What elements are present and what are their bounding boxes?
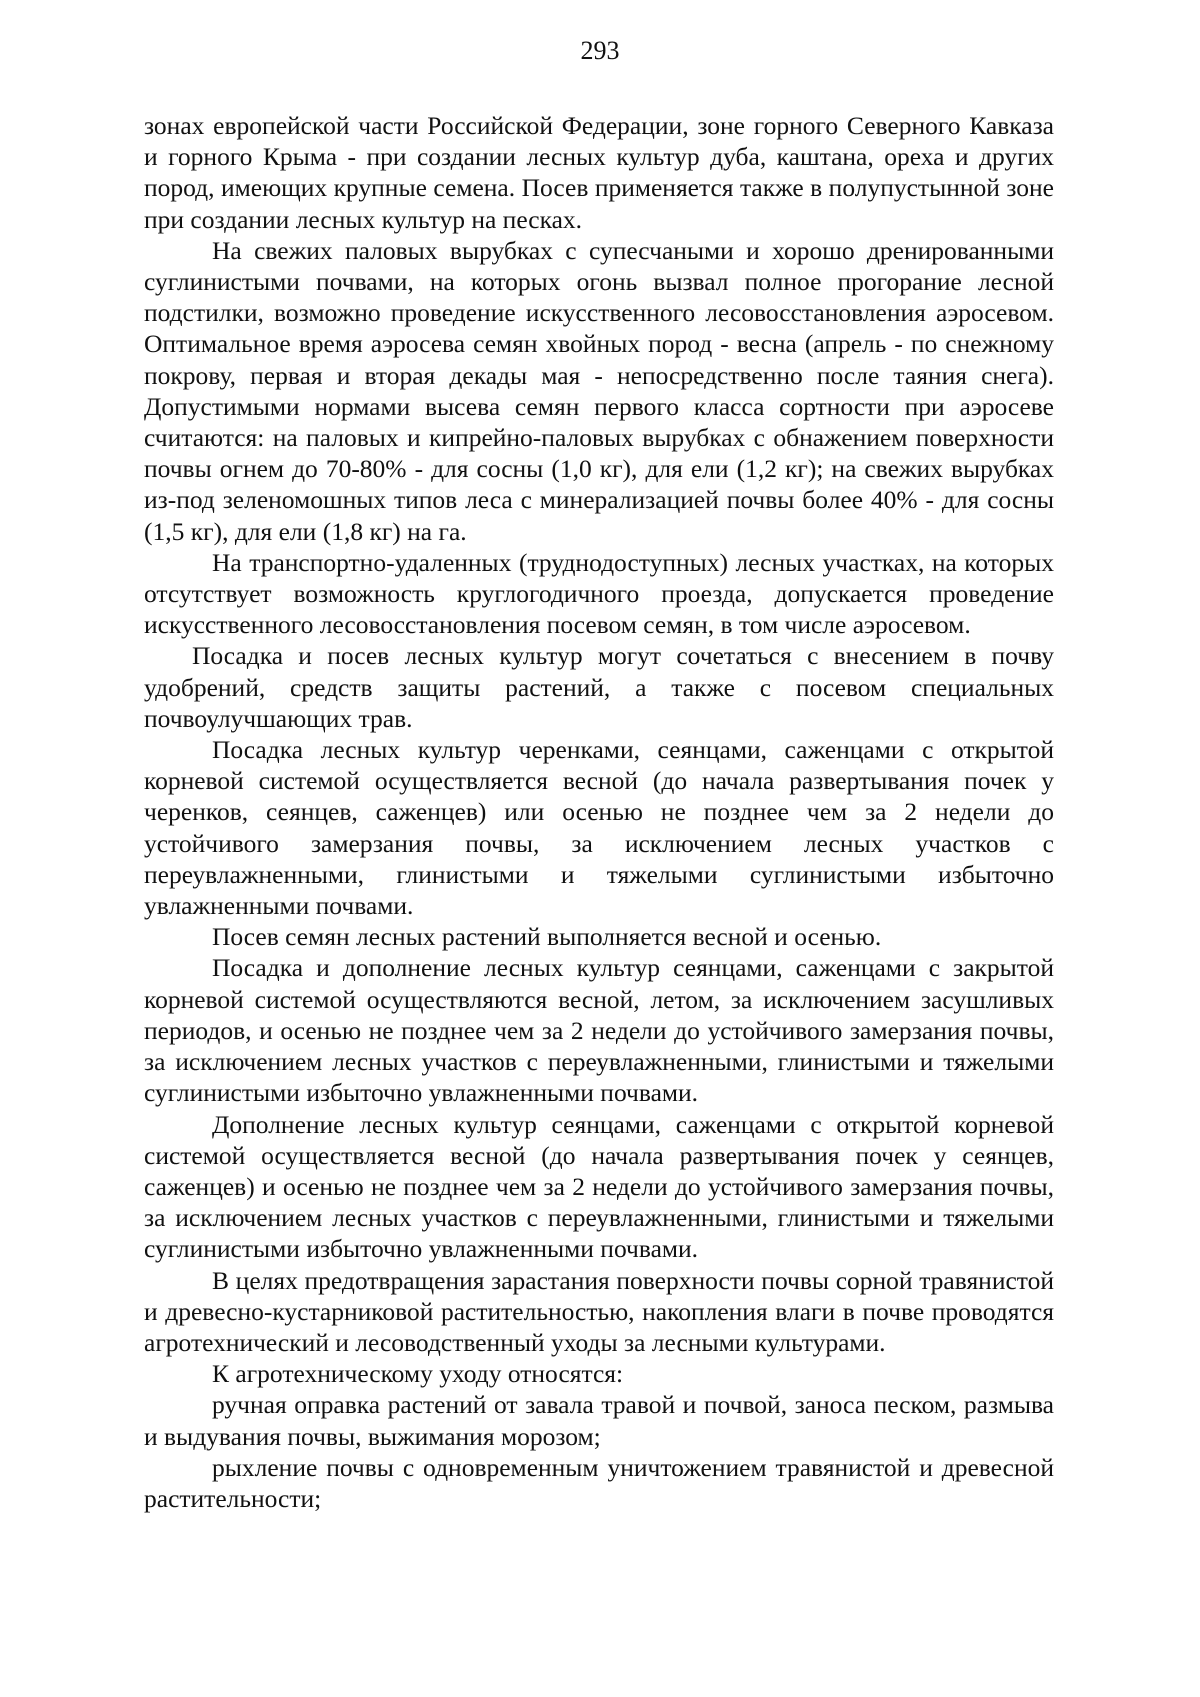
paragraph-4: Посадка и посев лесных культур могут сочетаться с внесением в почву удобрений, средств защиты растений, а также с посевом специальных почвоулучшающих трав. (144, 641, 1054, 733)
paragraph-11: ручная оправка растений от завала травой и почвой, заноса песком, размыва и выдувания почвы, выжимания морозом; (144, 1390, 1054, 1451)
document-body (144, 110, 1054, 1514)
paragraph-7: Посадка и дополнение лесных культур сеянцами, саженцами с закрытой корневой системой осуществляются весной, летом, за исключением засушливых периодов, и осенью не позднее чем за 2 недели до устойчивого замерзания почвы, за исключением лесных участков с переувлажненными, глинистыми и тяжелыми суглинистыми избыточно увлажненными почвами. (144, 953, 1054, 1108)
paragraph-5: Посадка лесных культур черенками, сеянцами, саженцами с открытой корневой системой осуществляется весной (до начала развертывания почек у черенков, сеянцев, саженцев) или осенью не позднее чем за 2 недели до устойчивого замерзания почвы, за исключением лесных участков с переувлажненными, глинистыми и тяжелыми суглинистыми избыточно увлажненными почвами. (144, 735, 1054, 921)
paragraph-6: Посев семян лесных растений выполняется весной и осенью. (212, 922, 882, 952)
paragraph-3: На транспортно-удаленных (труднодоступных) лесных участках, на которых отсутствует возможность круглогодичного проезда, допускается проведение искусственного лесовосстановления посевом семян, в том числе аэросевом. (144, 547, 1054, 640)
paragraph-9: В целях предотвращения зарастания поверхности почвы сорной травянистой и древесно-кустарниковой растительностью, накопления влаги в почве проводятся агротехнический и лесоводственный уходы за лесными культурами. (144, 1265, 1054, 1357)
paragraph-8: Дополнение лесных культур сеянцами, саженцами с открытой корневой системой осуществляется весной (до начала развертывания почек у сеянцев, саженцев) и осенью не позднее чем за 2 недели до устойчивого замерзания почвы, за исключением лесных участков с переувлажненными, глинистыми и тяжелыми суглинистыми избыточно увлажненными почвами. (144, 1109, 1054, 1264)
paragraph-10: К агротехническому уходу относятся: (212, 1359, 624, 1389)
paragraph-1: зонах европейской части Российской Федерации, зоне горного Северного Кавказа и горного Крыма - при создании лесных культур дуба, каштана, ореха и других пород, имеющих крупные семена. Посев применяется также в полупустынной зоне при создании лесных культур на песках. (144, 111, 1054, 234)
paragraph-12: рыхление почвы с одновременным уничтожением травянистой и древесной растительности; (144, 1452, 1054, 1513)
page-number: 293 (580, 36, 620, 65)
paragraph-2: На свежих паловых вырубках с супесчаными и хорошо дренированными суглинистыми почвами, на которых огонь вызвал полное прогорание лесной подстилки, возможно проведение искусственного лесовосстановления аэросевом. Оптимальное время аэросева семян хвойных пород - весна (апрель - по снежному покрову, первая и вторая декады мая - непосредственно после таяния снега). Допустимыми нормами высева семян первого класса сортности при аэросеве считаются: на паловых и кипрейно-паловых вырубках с обнажением поверхности почвы огнем до 70-80% - для сосны (1,0 кг), для ели (1,2 кг); на свежих вырубках из-под зеленомошных типов леса с минерализацией почвы более 40% - для сосны (1,5 кг), для ели (1,8 кг) на га. (144, 235, 1054, 546)
